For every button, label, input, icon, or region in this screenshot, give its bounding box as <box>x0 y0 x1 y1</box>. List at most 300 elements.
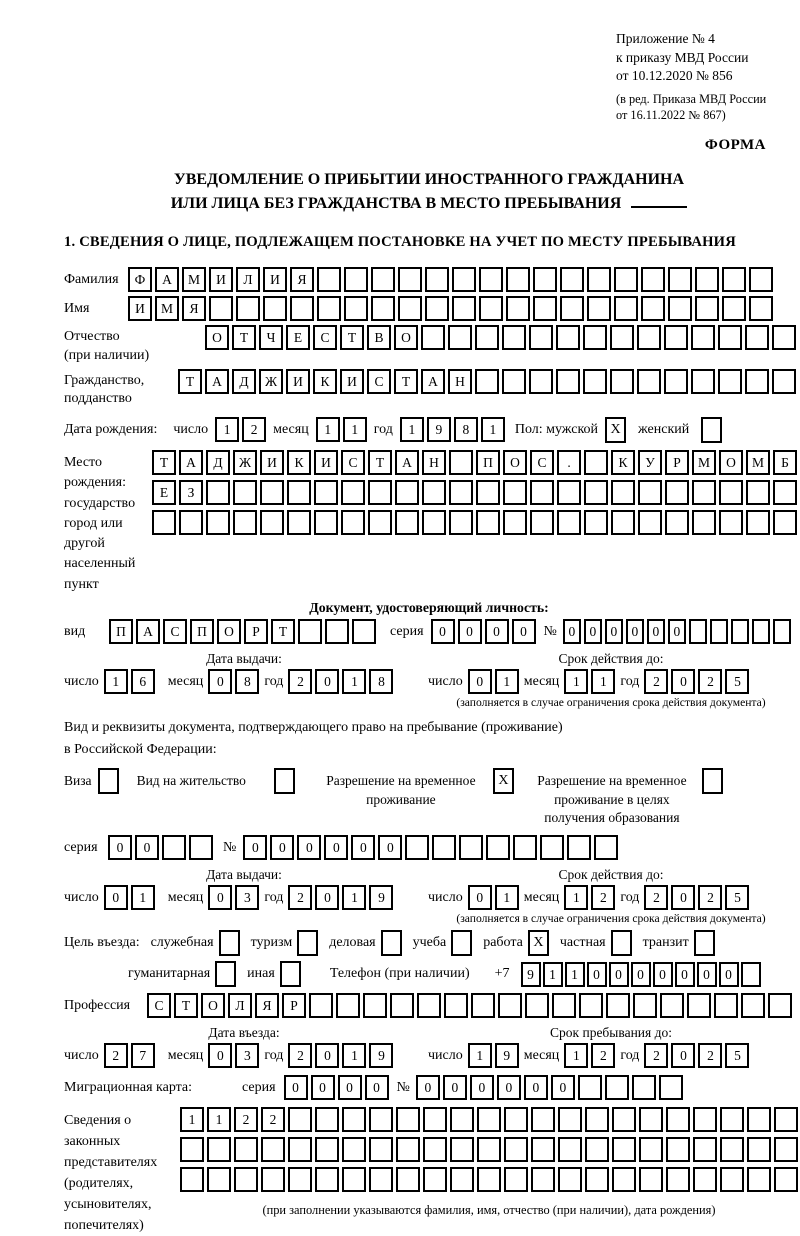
char-cell[interactable]: Т <box>368 450 392 475</box>
char-cell[interactable] <box>450 1137 474 1162</box>
char-cell[interactable]: 0 <box>443 1075 467 1100</box>
char-cell[interactable]: И <box>314 450 338 475</box>
char-cell[interactable] <box>344 267 368 292</box>
char-cell[interactable] <box>471 993 495 1018</box>
char-cell[interactable]: 0 <box>315 885 339 910</box>
char-cell[interactable] <box>421 325 445 350</box>
char-cell[interactable] <box>741 962 761 987</box>
char-cell[interactable]: Н <box>448 369 472 394</box>
char-cell[interactable] <box>475 369 499 394</box>
char-cell[interactable]: 0 <box>512 619 536 644</box>
char-cell[interactable] <box>450 1107 474 1132</box>
char-cell[interactable] <box>560 296 584 321</box>
visa-checkbox[interactable] <box>98 768 119 794</box>
char-cell[interactable]: 0 <box>284 1075 308 1100</box>
char-cell[interactable] <box>637 325 661 350</box>
char-cell[interactable] <box>341 510 365 535</box>
char-cell[interactable] <box>637 369 661 394</box>
char-cell[interactable] <box>720 1167 744 1192</box>
char-cell[interactable]: Т <box>271 619 295 644</box>
char-cell[interactable]: М <box>692 450 716 475</box>
char-cell[interactable] <box>718 325 742 350</box>
char-cell[interactable] <box>666 1167 690 1192</box>
char-cell[interactable]: 1 <box>564 885 588 910</box>
char-cell[interactable]: 2 <box>242 417 266 442</box>
char-cell[interactable] <box>503 480 527 505</box>
char-cell[interactable]: 0 <box>351 835 375 860</box>
char-cell[interactable] <box>396 1107 420 1132</box>
char-cell[interactable] <box>614 267 638 292</box>
char-cell[interactable] <box>556 325 580 350</box>
char-cell[interactable]: 0 <box>315 1043 339 1068</box>
char-cell[interactable] <box>666 1107 690 1132</box>
char-cell[interactable]: 1 <box>591 669 615 694</box>
char-cell[interactable]: 1 <box>468 1043 492 1068</box>
char-cell[interactable]: 0 <box>719 962 739 987</box>
char-cell[interactable] <box>749 296 773 321</box>
char-cell[interactable]: Л <box>228 993 252 1018</box>
char-cell[interactable]: 0 <box>631 962 651 987</box>
char-cell[interactable] <box>261 1137 285 1162</box>
char-cell[interactable]: 0 <box>208 1043 232 1068</box>
char-cell[interactable]: Н <box>422 450 446 475</box>
char-cell[interactable] <box>396 1167 420 1192</box>
char-cell[interactable] <box>611 480 635 505</box>
char-cell[interactable] <box>449 510 473 535</box>
char-cell[interactable]: 3 <box>235 1043 259 1068</box>
char-cell[interactable] <box>288 1167 312 1192</box>
char-cell[interactable] <box>425 296 449 321</box>
char-cell[interactable] <box>206 480 230 505</box>
char-cell[interactable] <box>448 325 472 350</box>
char-cell[interactable]: И <box>286 369 310 394</box>
char-cell[interactable] <box>368 510 392 535</box>
char-cell[interactable]: Д <box>232 369 256 394</box>
char-cell[interactable]: М <box>155 296 179 321</box>
char-cell[interactable] <box>664 369 688 394</box>
char-cell[interactable]: 0 <box>587 962 607 987</box>
char-cell[interactable]: 7 <box>131 1043 155 1068</box>
char-cell[interactable] <box>567 835 591 860</box>
char-cell[interactable] <box>530 480 554 505</box>
purpose-tranzit-checkbox[interactable] <box>694 930 715 956</box>
char-cell[interactable]: 0 <box>135 835 159 860</box>
char-cell[interactable] <box>659 1075 683 1100</box>
char-cell[interactable] <box>260 510 284 535</box>
char-cell[interactable] <box>530 510 554 535</box>
char-cell[interactable]: О <box>205 325 229 350</box>
char-cell[interactable]: 0 <box>671 885 695 910</box>
char-cell[interactable] <box>513 835 537 860</box>
char-cell[interactable] <box>261 1167 285 1192</box>
char-cell[interactable]: Д <box>206 450 230 475</box>
char-cell[interactable]: 0 <box>675 962 695 987</box>
char-cell[interactable]: 5 <box>725 669 749 694</box>
char-cell[interactable]: 1 <box>207 1107 231 1132</box>
char-cell[interactable] <box>395 510 419 535</box>
char-cell[interactable]: 2 <box>644 1043 668 1068</box>
char-cell[interactable]: 0 <box>671 1043 695 1068</box>
char-cell[interactable] <box>369 1137 393 1162</box>
char-cell[interactable] <box>722 267 746 292</box>
char-cell[interactable]: 0 <box>697 962 717 987</box>
char-cell[interactable] <box>236 296 260 321</box>
char-cell[interactable] <box>579 993 603 1018</box>
char-cell[interactable]: О <box>719 450 743 475</box>
char-cell[interactable] <box>531 1107 555 1132</box>
char-cell[interactable] <box>287 510 311 535</box>
char-cell[interactable]: 2 <box>288 885 312 910</box>
char-cell[interactable] <box>660 993 684 1018</box>
char-cell[interactable] <box>720 1107 744 1132</box>
char-cell[interactable] <box>207 1167 231 1192</box>
char-cell[interactable]: И <box>340 369 364 394</box>
char-cell[interactable]: Е <box>152 480 176 505</box>
char-cell[interactable] <box>746 510 770 535</box>
char-cell[interactable]: 1 <box>104 669 128 694</box>
char-cell[interactable]: О <box>503 450 527 475</box>
char-cell[interactable]: Я <box>290 267 314 292</box>
char-cell[interactable] <box>342 1137 366 1162</box>
char-cell[interactable] <box>773 480 797 505</box>
char-cell[interactable] <box>477 1167 501 1192</box>
char-cell[interactable]: 2 <box>644 669 668 694</box>
temp-residence-checkbox[interactable]: X <box>493 768 514 794</box>
residence-permit-checkbox[interactable] <box>274 768 295 794</box>
temp-residence-edu-checkbox[interactable] <box>702 768 723 794</box>
char-cell[interactable] <box>687 993 711 1018</box>
char-cell[interactable]: В <box>367 325 391 350</box>
char-cell[interactable] <box>450 1167 474 1192</box>
char-cell[interactable] <box>585 1107 609 1132</box>
char-cell[interactable]: Ч <box>259 325 283 350</box>
char-cell[interactable] <box>475 325 499 350</box>
char-cell[interactable]: 0 <box>671 669 695 694</box>
purpose-rabota-checkbox[interactable]: X <box>528 930 549 956</box>
char-cell[interactable] <box>162 835 186 860</box>
char-cell[interactable] <box>773 619 791 644</box>
char-cell[interactable]: И <box>209 267 233 292</box>
char-cell[interactable] <box>664 325 688 350</box>
char-cell[interactable]: З <box>179 480 203 505</box>
char-cell[interactable]: 0 <box>563 619 581 644</box>
char-cell[interactable] <box>741 993 765 1018</box>
char-cell[interactable]: Л <box>236 267 260 292</box>
char-cell[interactable]: Т <box>152 450 176 475</box>
char-cell[interactable] <box>665 480 689 505</box>
char-cell[interactable]: А <box>155 267 179 292</box>
char-cell[interactable]: 0 <box>647 619 665 644</box>
char-cell[interactable]: К <box>313 369 337 394</box>
char-cell[interactable] <box>479 267 503 292</box>
char-cell[interactable]: 6 <box>131 669 155 694</box>
char-cell[interactable] <box>610 325 634 350</box>
char-cell[interactable]: А <box>395 450 419 475</box>
char-cell[interactable]: 0 <box>315 669 339 694</box>
char-cell[interactable] <box>529 325 553 350</box>
char-cell[interactable] <box>633 993 657 1018</box>
char-cell[interactable] <box>714 993 738 1018</box>
char-cell[interactable] <box>369 1107 393 1132</box>
char-cell[interactable]: 0 <box>416 1075 440 1100</box>
char-cell[interactable]: 0 <box>605 619 623 644</box>
char-cell[interactable] <box>533 296 557 321</box>
char-cell[interactable]: К <box>287 450 311 475</box>
char-cell[interactable] <box>352 619 376 644</box>
purpose-turizm-checkbox[interactable] <box>297 930 318 956</box>
char-cell[interactable] <box>632 1075 656 1100</box>
char-cell[interactable] <box>189 835 213 860</box>
char-cell[interactable] <box>506 296 530 321</box>
char-cell[interactable]: 0 <box>208 885 232 910</box>
char-cell[interactable]: 0 <box>551 1075 575 1100</box>
char-cell[interactable]: 1 <box>342 885 366 910</box>
char-cell[interactable] <box>290 296 314 321</box>
char-cell[interactable]: У <box>638 450 662 475</box>
char-cell[interactable] <box>314 480 338 505</box>
char-cell[interactable] <box>745 369 769 394</box>
char-cell[interactable] <box>692 480 716 505</box>
char-cell[interactable] <box>719 480 743 505</box>
char-cell[interactable] <box>560 267 584 292</box>
char-cell[interactable] <box>209 296 233 321</box>
char-cell[interactable] <box>587 267 611 292</box>
char-cell[interactable]: 1 <box>565 962 585 987</box>
char-cell[interactable] <box>369 1167 393 1192</box>
char-cell[interactable] <box>459 835 483 860</box>
char-cell[interactable] <box>641 267 665 292</box>
gender-female-checkbox[interactable] <box>701 417 722 443</box>
char-cell[interactable] <box>695 267 719 292</box>
char-cell[interactable]: 0 <box>653 962 673 987</box>
char-cell[interactable] <box>610 369 634 394</box>
char-cell[interactable]: Ф <box>128 267 152 292</box>
char-cell[interactable]: Б <box>773 450 797 475</box>
char-cell[interactable] <box>423 1167 447 1192</box>
char-cell[interactable]: Т <box>174 993 198 1018</box>
char-cell[interactable] <box>371 296 395 321</box>
char-cell[interactable] <box>317 296 341 321</box>
char-cell[interactable] <box>398 296 422 321</box>
char-cell[interactable] <box>689 619 707 644</box>
char-cell[interactable] <box>449 450 473 475</box>
char-cell[interactable] <box>452 267 476 292</box>
char-cell[interactable]: 0 <box>468 885 492 910</box>
char-cell[interactable] <box>557 480 581 505</box>
char-cell[interactable]: 0 <box>668 619 686 644</box>
char-cell[interactable]: О <box>394 325 418 350</box>
char-cell[interactable] <box>502 325 526 350</box>
char-cell[interactable]: 5 <box>725 885 749 910</box>
char-cell[interactable] <box>533 267 557 292</box>
char-cell[interactable] <box>504 1167 528 1192</box>
char-cell[interactable] <box>341 480 365 505</box>
char-cell[interactable] <box>288 1107 312 1132</box>
char-cell[interactable] <box>425 267 449 292</box>
char-cell[interactable] <box>179 510 203 535</box>
char-cell[interactable] <box>502 369 526 394</box>
char-cell[interactable] <box>432 835 456 860</box>
char-cell[interactable] <box>612 1167 636 1192</box>
char-cell[interactable] <box>641 296 665 321</box>
char-cell[interactable]: 0 <box>104 885 128 910</box>
char-cell[interactable]: А <box>421 369 445 394</box>
char-cell[interactable] <box>638 480 662 505</box>
char-cell[interactable] <box>531 1137 555 1162</box>
char-cell[interactable] <box>423 1107 447 1132</box>
char-cell[interactable]: 9 <box>495 1043 519 1068</box>
char-cell[interactable]: 2 <box>288 669 312 694</box>
char-cell[interactable] <box>336 993 360 1018</box>
char-cell[interactable]: 0 <box>470 1075 494 1100</box>
char-cell[interactable] <box>612 1107 636 1132</box>
char-cell[interactable] <box>152 510 176 535</box>
char-cell[interactable] <box>180 1137 204 1162</box>
char-cell[interactable]: 1 <box>131 885 155 910</box>
char-cell[interactable] <box>774 1107 798 1132</box>
char-cell[interactable] <box>390 993 414 1018</box>
char-cell[interactable]: О <box>217 619 241 644</box>
char-cell[interactable]: И <box>128 296 152 321</box>
char-cell[interactable]: 0 <box>468 669 492 694</box>
char-cell[interactable]: 0 <box>497 1075 521 1100</box>
char-cell[interactable] <box>263 296 287 321</box>
char-cell[interactable]: 0 <box>584 619 602 644</box>
char-cell[interactable]: 0 <box>609 962 629 987</box>
char-cell[interactable]: 2 <box>698 885 722 910</box>
char-cell[interactable] <box>772 325 796 350</box>
char-cell[interactable]: Ж <box>259 369 283 394</box>
char-cell[interactable]: Р <box>244 619 268 644</box>
char-cell[interactable] <box>639 1137 663 1162</box>
char-cell[interactable] <box>584 450 608 475</box>
char-cell[interactable] <box>768 993 792 1018</box>
char-cell[interactable] <box>774 1137 798 1162</box>
char-cell[interactable] <box>476 480 500 505</box>
char-cell[interactable] <box>772 369 796 394</box>
char-cell[interactable] <box>423 1137 447 1162</box>
char-cell[interactable]: О <box>201 993 225 1018</box>
char-cell[interactable]: 8 <box>235 669 259 694</box>
char-cell[interactable] <box>506 267 530 292</box>
char-cell[interactable]: Р <box>282 993 306 1018</box>
char-cell[interactable] <box>317 267 341 292</box>
char-cell[interactable] <box>476 510 500 535</box>
char-cell[interactable]: П <box>109 619 133 644</box>
char-cell[interactable] <box>234 1167 258 1192</box>
char-cell[interactable] <box>486 835 510 860</box>
char-cell[interactable] <box>477 1107 501 1132</box>
char-cell[interactable]: 8 <box>369 669 393 694</box>
char-cell[interactable]: 1 <box>342 1043 366 1068</box>
char-cell[interactable] <box>298 619 322 644</box>
char-cell[interactable] <box>718 369 742 394</box>
char-cell[interactable]: 1 <box>180 1107 204 1132</box>
char-cell[interactable]: 0 <box>324 835 348 860</box>
char-cell[interactable] <box>315 1167 339 1192</box>
purpose-delovaya-checkbox[interactable] <box>381 930 402 956</box>
char-cell[interactable] <box>479 296 503 321</box>
gender-male-checkbox[interactable]: X <box>605 417 626 443</box>
char-cell[interactable] <box>666 1137 690 1162</box>
char-cell[interactable] <box>504 1107 528 1132</box>
char-cell[interactable]: С <box>367 369 391 394</box>
char-cell[interactable] <box>398 267 422 292</box>
char-cell[interactable] <box>668 267 692 292</box>
char-cell[interactable] <box>422 510 446 535</box>
char-cell[interactable] <box>719 510 743 535</box>
char-cell[interactable] <box>557 510 581 535</box>
char-cell[interactable] <box>747 1137 771 1162</box>
char-cell[interactable]: 1 <box>215 417 239 442</box>
char-cell[interactable]: К <box>611 450 635 475</box>
char-cell[interactable]: А <box>205 369 229 394</box>
char-cell[interactable] <box>611 510 635 535</box>
char-cell[interactable] <box>233 480 257 505</box>
char-cell[interactable] <box>747 1167 771 1192</box>
char-cell[interactable]: 2 <box>698 1043 722 1068</box>
char-cell[interactable] <box>363 993 387 1018</box>
char-cell[interactable]: С <box>530 450 554 475</box>
char-cell[interactable]: Р <box>665 450 689 475</box>
char-cell[interactable] <box>722 296 746 321</box>
char-cell[interactable]: 3 <box>235 885 259 910</box>
char-cell[interactable]: Е <box>286 325 310 350</box>
char-cell[interactable] <box>325 619 349 644</box>
char-cell[interactable]: 1 <box>495 885 519 910</box>
char-cell[interactable] <box>233 510 257 535</box>
char-cell[interactable] <box>691 369 715 394</box>
char-cell[interactable]: 1 <box>543 962 563 987</box>
purpose-ucheba-checkbox[interactable] <box>451 930 472 956</box>
char-cell[interactable]: А <box>179 450 203 475</box>
char-cell[interactable] <box>452 296 476 321</box>
char-cell[interactable]: 0 <box>108 835 132 860</box>
char-cell[interactable]: 1 <box>564 669 588 694</box>
char-cell[interactable]: С <box>341 450 365 475</box>
char-cell[interactable] <box>695 296 719 321</box>
char-cell[interactable]: 9 <box>369 1043 393 1068</box>
char-cell[interactable]: С <box>163 619 187 644</box>
char-cell[interactable] <box>585 1167 609 1192</box>
char-cell[interactable]: 8 <box>454 417 478 442</box>
char-cell[interactable] <box>558 1137 582 1162</box>
char-cell[interactable]: . <box>557 450 581 475</box>
char-cell[interactable]: 2 <box>644 885 668 910</box>
char-cell[interactable] <box>444 993 468 1018</box>
char-cell[interactable] <box>578 1075 602 1100</box>
char-cell[interactable]: 9 <box>427 417 451 442</box>
char-cell[interactable] <box>749 267 773 292</box>
char-cell[interactable] <box>529 369 553 394</box>
char-cell[interactable]: Я <box>182 296 206 321</box>
char-cell[interactable] <box>540 835 564 860</box>
char-cell[interactable] <box>585 1137 609 1162</box>
char-cell[interactable]: 0 <box>485 619 509 644</box>
char-cell[interactable] <box>498 993 522 1018</box>
char-cell[interactable]: 9 <box>521 962 541 987</box>
char-cell[interactable] <box>344 296 368 321</box>
char-cell[interactable]: 1 <box>481 417 505 442</box>
char-cell[interactable] <box>710 619 728 644</box>
char-cell[interactable] <box>234 1137 258 1162</box>
char-cell[interactable] <box>584 480 608 505</box>
char-cell[interactable] <box>691 325 715 350</box>
char-cell[interactable] <box>556 369 580 394</box>
char-cell[interactable]: 0 <box>311 1075 335 1100</box>
char-cell[interactable] <box>449 480 473 505</box>
char-cell[interactable] <box>558 1107 582 1132</box>
